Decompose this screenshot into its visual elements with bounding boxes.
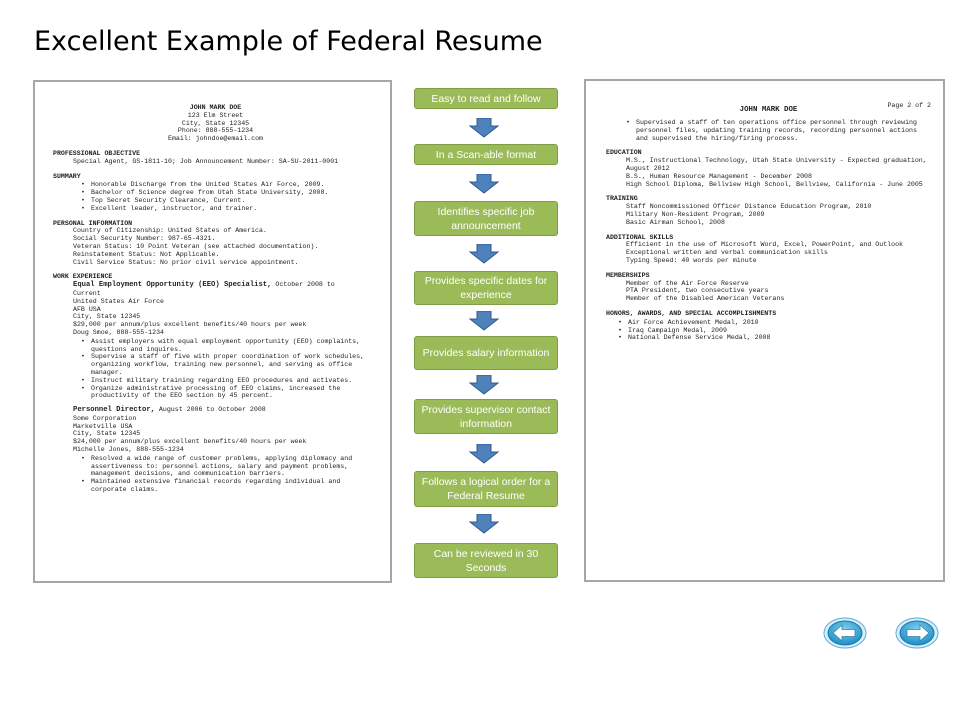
resume-name: JOHN MARK DOE [189,104,242,111]
down-arrow-icon [469,514,499,534]
membership-line: Member of the Air Force Reserve [626,279,749,287]
job2-line: $24,000 per annum/plus excellent benefits/40 hours per week [73,438,307,446]
job2-line: Marketville USA [73,422,133,430]
training-heading: TRAINING [606,195,638,203]
personal-heading: PERSONAL INFORMATION [53,219,133,227]
next-button[interactable] [895,617,939,649]
page2-top-list [606,119,931,142]
honors-heading: HONORS, AWARDS, AND SPECIAL ACCOMPLISHMENTS [606,309,777,317]
resume-page-1 [33,80,392,583]
education-line: High School Diploma, Bellview High School, Bellview, California - June 2005 [626,180,923,188]
personal-line: Reinstatement Status: Not Applicable. [73,250,220,258]
job1-dates: October 2008 to [271,281,335,289]
down-arrow-icon [469,244,499,264]
job1-duty: • Assist employers with equal employment opportunity (EEO) complaints, questions and inquires. [91,338,378,354]
job1-header [53,281,378,290]
training-line: Staff Noncommissioned Officer Distance Education Program, 2010 [626,203,872,211]
job1-duty: • Instruct military training regarding EEO procedures and activates. [91,377,378,385]
job2-title: Personnel Director, [73,406,155,415]
job2-line: City, State 12345 [73,430,141,438]
resume-page-2 [584,79,945,582]
summary-heading: SUMMARY [53,172,81,180]
skills-line: Efficient in the use of Microsoft Word, Excel, PowerPoint, and Outlook [626,241,903,249]
education-line: B.S., Human Resource Management - December 2008 [626,172,812,180]
objective-text: Special Agent, GS-1811-10; Job Announcement Number: SA-SU-2011-0001 [73,157,339,165]
membership-line: PTA President, two consecutive years [626,287,769,295]
summary-item: • Bachelor of Science degree from Utah State University, 2008. [91,189,378,197]
skills-line: Exceptional written and verbal communication skills [626,249,828,257]
page2-name: JOHN MARK DOE [739,106,798,114]
flow-step-4: Provides specific dates for experience [414,271,558,305]
page-number: Page 2 of 2 [887,102,931,109]
education-line: M.S., Instructional Technology, Utah State University - Expected graduation, August 2012 [626,157,927,172]
personal-line: Civil Service Status: No prior civil service appointment. [73,258,299,266]
job1-line: Current [73,289,101,297]
resume-street: 123 Elm Street [187,111,244,119]
honors-list [606,319,931,342]
job2-line: Some Corporation [73,414,137,422]
job1-line: $29,000 per annum/plus excellent benefits/40 hours per week [73,321,307,329]
job2-duty: • Maintained extensive financial records regarding individual and corporate claims. [91,478,378,494]
job2-header [53,406,378,415]
job1-line: AFB USA [73,305,101,313]
education-heading: EDUCATION [606,149,642,157]
personal-line: Country of Citizenship: United States of America. [73,227,267,235]
down-arrow-icon [469,311,499,331]
objective-heading: PROFESSIONAL OBJECTIVE [53,149,141,157]
job1-duty: • Organize administrative processing of EEO claims, increased the productivity of the EEO section by 45 percent. [91,385,378,401]
slide-title: Excellent Example of Federal Resume [34,26,543,57]
flow-step-7: Follows a logical order for a Federal Resume [414,471,558,507]
honor-item: • National Defense Service Medal, 2008 [628,334,931,342]
flow-step-6: Provides supervisor contact information [414,399,558,434]
page2-header [606,102,931,118]
down-arrow-icon [469,375,499,395]
job1-line: United States Air Force [73,297,165,305]
down-arrow-icon [469,444,499,464]
job2-dates: August 2006 to October 2008 [154,406,266,414]
summary-item: • Top Secret Security Clearance, Current. [91,197,378,205]
job1-line: City, State 12345 [73,313,141,321]
flow-step-5: Provides salary information [414,336,558,370]
summary-list [53,181,378,212]
skills-line: Typing Speed: 40 words per minute [626,256,757,264]
membership-line: Member of the Disabled American Veterans [626,295,785,303]
resume-email: Email: johndoe@email.com [168,135,263,143]
work-heading: WORK EXPERIENCE [53,273,113,281]
job1-title: Equal Employment Opportunity (EEO) Specialist, [73,281,272,290]
job2-duty: • Resolved a wide range of customer problems, applying diplomacy and assertiveness to: personnel actions, salary and payment problems, management decisions, and communication barriers. [91,455,378,478]
job1-duty: • Supervise a staff of five with proper coordination of work schedules, organizing workflow, training new personnel, and serving as office manager. [91,353,378,376]
resume-city: City, State 12345 [181,119,250,127]
flow-step-2: In a Scan-able format [414,144,558,165]
job2-duties [53,455,378,494]
honor-item: • Iraq Campaign Medal, 2009 [628,327,931,335]
resume-page-1-content [53,104,378,494]
skills-heading: ADDITIONAL SKILLS [606,233,674,241]
personal-line: Veteran Status: 10 Point Veteran (see attached documentation). [73,242,319,250]
job1-line: Doug Smoe, 888-555-1234 [73,328,165,336]
flow-step-1: Easy to read and follow [414,88,558,109]
resume-phone: Phone: 888-555-1234 [177,127,254,135]
job1-duties [53,338,378,400]
job2-line: Michelle Jones, 888-555-1234 [73,446,184,454]
training-line: Basic Airman School, 2008 [626,218,725,226]
honor-item: • Air Force Achievement Medal, 2010 [628,319,931,327]
summary-item: • Excellent leader, instructor, and trainer. [91,205,378,213]
training-line: Military Non-Resident Program, 2009 [626,210,765,218]
personal-line: Social Security Number: 987-65-4321. [73,235,216,243]
page2-top-duty: • Supervised a staff of ten operations office personnel through reviewing personnel files, updating training records, recording personnel actions and supervised the hiring/firing process. [636,119,931,142]
down-arrow-icon [469,118,499,138]
summary-item: • Honorable Discharge from the United States Air Force, 2009. [91,181,378,189]
flow-step-3: Identifies specific job announcement [414,201,558,236]
back-button[interactable] [823,617,867,649]
down-arrow-icon [469,174,499,194]
resume-page-2-content [606,102,931,342]
flow-step-8: Can be reviewed in 30 Seconds [414,543,558,578]
memberships-heading: MEMBERSHIPS [606,271,650,279]
